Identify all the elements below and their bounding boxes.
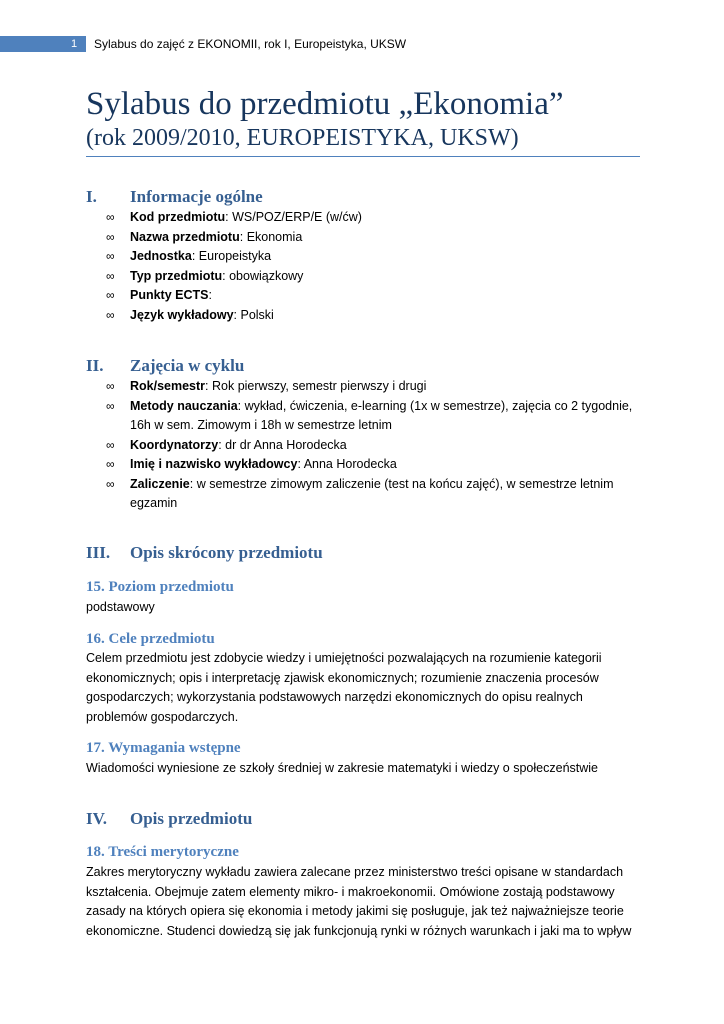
section-number: III. xyxy=(86,543,111,562)
item-value: : Europeistyka xyxy=(191,249,272,263)
list-item xyxy=(106,455,646,475)
running-header-title: Sylabus do zajęć z EKONOMII, rok I, Europeistyka, UKSW xyxy=(94,37,407,51)
item-value: : WS/POZ/ERP/E (w/ćw) xyxy=(225,210,362,224)
item-label: Koordynatorzy xyxy=(130,437,219,452)
item-label: Kod przedmiotu xyxy=(130,210,226,224)
section-number: II. xyxy=(86,356,104,375)
list-item xyxy=(106,286,646,306)
title-underline-rule xyxy=(86,156,640,157)
subsection-heading-content: 18. Treści merytoryczne xyxy=(86,844,239,860)
item-label: Typ przedmiotu xyxy=(130,268,223,283)
subsection-text-goals: Celem przedmiotu jest zdobycie wiedzy i umiejętności pozwalających na rozumienie kategorii ekonomicznych; opis i interpretację zjawisk ekonomicznych; rozumienie znaczenia procesów gospodarczych; wykorzystania podstawowych narzędzi ekonomicznych do opisu realnych problemów gospodarczych. xyxy=(86,651,602,724)
item-value: : xyxy=(208,288,212,302)
list-item xyxy=(106,397,646,436)
item-value: : Anna Horodecka xyxy=(297,457,397,471)
document-title: Sylabus do przedmiotu „Ekonomia” xyxy=(86,86,564,122)
item-value: : Rok pierwszy, semestr pierwszy i drugi xyxy=(205,379,427,393)
infinity-bullet-icon: ∞ xyxy=(106,437,115,452)
list-item xyxy=(106,267,646,287)
subsection-heading-prerequisites: 17. Wymagania wstępne xyxy=(86,740,241,756)
item-label: Rok/semestr xyxy=(130,379,206,393)
infinity-bullet-icon: ∞ xyxy=(106,307,115,322)
subsection-heading-goals: 16. Cele przedmiotu xyxy=(86,631,215,647)
infinity-bullet-icon: ∞ xyxy=(106,210,115,224)
subsection-text-prerequisites: Wiadomości wyniesione ze szkoły średniej w zakresie matematyki i wiedzy o społeczeństwie xyxy=(86,761,598,775)
item-label: Imię i nazwisko wykładowcy xyxy=(130,457,298,471)
infinity-bullet-icon: ∞ xyxy=(106,288,115,302)
subsection-heading-level: 15. Poziom przedmiotu xyxy=(86,579,234,595)
infinity-bullet-icon: ∞ xyxy=(106,379,115,393)
item-label: Język wykładowy xyxy=(130,307,234,322)
infinity-bullet-icon: ∞ xyxy=(106,398,115,413)
section-title: Opis skrócony przedmiotu xyxy=(130,543,323,562)
list-item xyxy=(106,377,646,397)
infinity-bullet-icon: ∞ xyxy=(106,268,115,283)
item-label: Zaliczenie xyxy=(130,476,190,491)
section-title: Zajęcia w cyklu xyxy=(130,356,245,375)
section-title: Opis przedmiotu xyxy=(130,809,253,828)
item-label: Punkty ECTS xyxy=(130,288,209,302)
list-item xyxy=(106,475,646,514)
item-label: Nazwa przedmiotu xyxy=(130,229,240,244)
list-item xyxy=(106,208,646,228)
section-title: Informacje ogólne xyxy=(130,187,263,206)
item-value: : dr dr Anna Horodecka xyxy=(218,437,347,452)
infinity-bullet-icon: ∞ xyxy=(106,249,115,263)
document-subtitle: (rok 2009/2010, EUROPEISTYKA, UKSW) xyxy=(86,125,519,151)
infinity-bullet-icon: ∞ xyxy=(106,457,115,471)
subsection-text-content: Zakres merytoryczny wykładu zawiera zalecane przez ministerstwo treści opisane w standardach kształcenia. Obejmuje zatem elementy mikro- i makroekonomii. Omówione zostają podstawowy zasady na których opiera się ekonomia i metody jakimi się posługuje, jak też najważniejsze teorie ekonomiczne. Studenci dowiedzą się jak funkcjonują rynki w różnych warunkach i jaki ma to wpływ xyxy=(86,865,632,938)
item-label: Metody nauczania xyxy=(130,398,238,413)
item-label: Jednostka xyxy=(130,249,192,263)
list-item xyxy=(106,436,646,456)
item-value: : w semestrze zimowym zaliczenie (test na końcu zajęć), w semestrze letnim egzamin xyxy=(130,476,614,510)
subsection-text-level: podstawowy xyxy=(86,600,155,614)
section-number: IV. xyxy=(86,809,107,828)
section-number: I. xyxy=(86,187,97,206)
list-item xyxy=(106,228,646,248)
item-value: : wykład, ćwiczenia, e-learning (1x w semestrze), zajęcia co 2 tygodnie, 16h w sem. Zimowym i 18h w semestrze letnim xyxy=(130,398,633,432)
page-number: 1 xyxy=(70,38,78,50)
item-value: : Ekonomia xyxy=(239,229,303,244)
item-value: : obowiązkowy xyxy=(222,268,304,283)
list-item xyxy=(106,306,646,326)
infinity-bullet-icon: ∞ xyxy=(106,229,115,244)
general-info-list xyxy=(106,208,646,325)
course-cycle-list xyxy=(106,377,646,514)
item-value: : Polski xyxy=(233,307,274,322)
list-item xyxy=(106,247,646,267)
infinity-bullet-icon: ∞ xyxy=(106,476,115,491)
